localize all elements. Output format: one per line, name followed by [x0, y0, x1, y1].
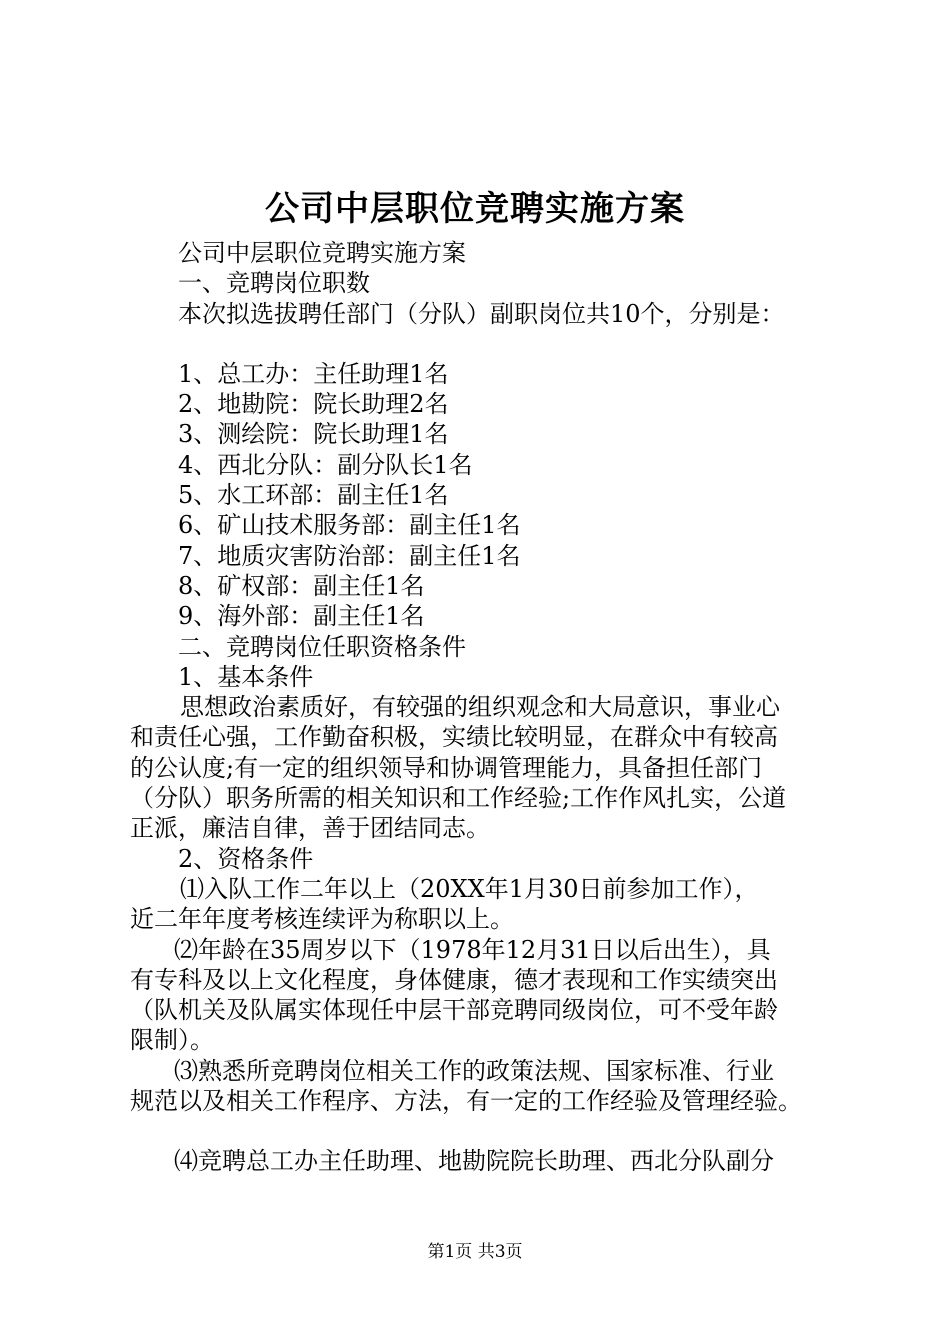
qualification-item-3: ⑶熟悉所竞聘岗位相关工作的政策法规、国家标准、行业: [174, 1056, 774, 1085]
basic-conditions-line: 思想政治素质好，有较强的组织观念和大局意识，事业心: [180, 693, 780, 722]
basic-conditions-line: （分队）职务所需的相关知识和工作经验;工作作风扎实，公道: [130, 784, 787, 813]
position-item: 4、西北分队：副分队长1名: [178, 450, 473, 479]
position-item: 2、地勘院：院长助理2名: [178, 390, 449, 419]
position-item: 8、矿权部：副主任1名: [178, 571, 425, 600]
blank-line: [130, 1116, 840, 1146]
qualification-item-4: ⑷竞聘总工办主任助理、地勘院院长助理、西北分队副分: [174, 1147, 774, 1176]
position-item: 5、水工环部：副主任1名: [178, 481, 449, 510]
position-item: 9、海外部：副主任1名: [178, 602, 425, 631]
position-item: 6、矿山技术服务部：副主任1名: [178, 511, 521, 540]
section-heading-qualifications: 二、竞聘岗位任职资格条件: [178, 632, 466, 661]
qualification-item-2-cont: 限制）。: [130, 1026, 214, 1055]
basic-conditions-line: 的公认度;有一定的组织领导和协调管理能力，具备担任部门: [130, 753, 763, 782]
section-heading-positions: 一、竞聘岗位职数: [178, 269, 370, 298]
position-item: 1、总工办：主任助理1名: [178, 359, 449, 388]
qualification-item-1-cont: 近二年年度考核连续评为称职以上。: [130, 905, 514, 934]
page-footer: 第1页 共3页: [427, 1242, 523, 1262]
basic-conditions-line: 正派，廉洁自律，善于团结同志。: [130, 814, 490, 843]
position-item: 3、测绘院：院长助理1名: [178, 420, 449, 449]
subheading-basic-conditions: 1、基本条件: [178, 662, 314, 691]
position-item: 7、地质灾害防治部：副主任1名: [178, 541, 521, 570]
document-body: [130, 238, 840, 1177]
qualification-item-2: ⑵年龄在35周岁以下（1978年12月31日以后出生），具: [174, 935, 771, 964]
qualification-item-2-cont: （队机关及队属实体现任中层干部竞聘同级岗位，可不受年龄: [130, 996, 778, 1025]
positions-intro: 本次拟选拔聘任部门（分队）副职岗位共10个，分别是：: [178, 299, 785, 328]
qualification-item-3-cont: 规范以及相关工作程序、方法，有一定的工作经验及管理经验。: [130, 1087, 802, 1116]
document-title: 公司中层职位竞聘实施方案: [265, 189, 685, 229]
qualification-item-1: ⑴入队工作二年以上（20XX年1月30日前参加工作），: [180, 874, 759, 903]
qualification-item-2-cont: 有专科及以上文化程度，身体健康，德才表现和工作实绩突出: [130, 965, 778, 994]
basic-conditions-line: 和责任心强，工作勤奋积极，实绩比较明显，在群众中有较高: [130, 723, 778, 752]
subheading-qualification-conditions: 2、资格条件: [178, 844, 314, 873]
document-subtitle: 公司中层职位竞聘实施方案: [178, 239, 466, 267]
blank-line: [130, 329, 840, 359]
